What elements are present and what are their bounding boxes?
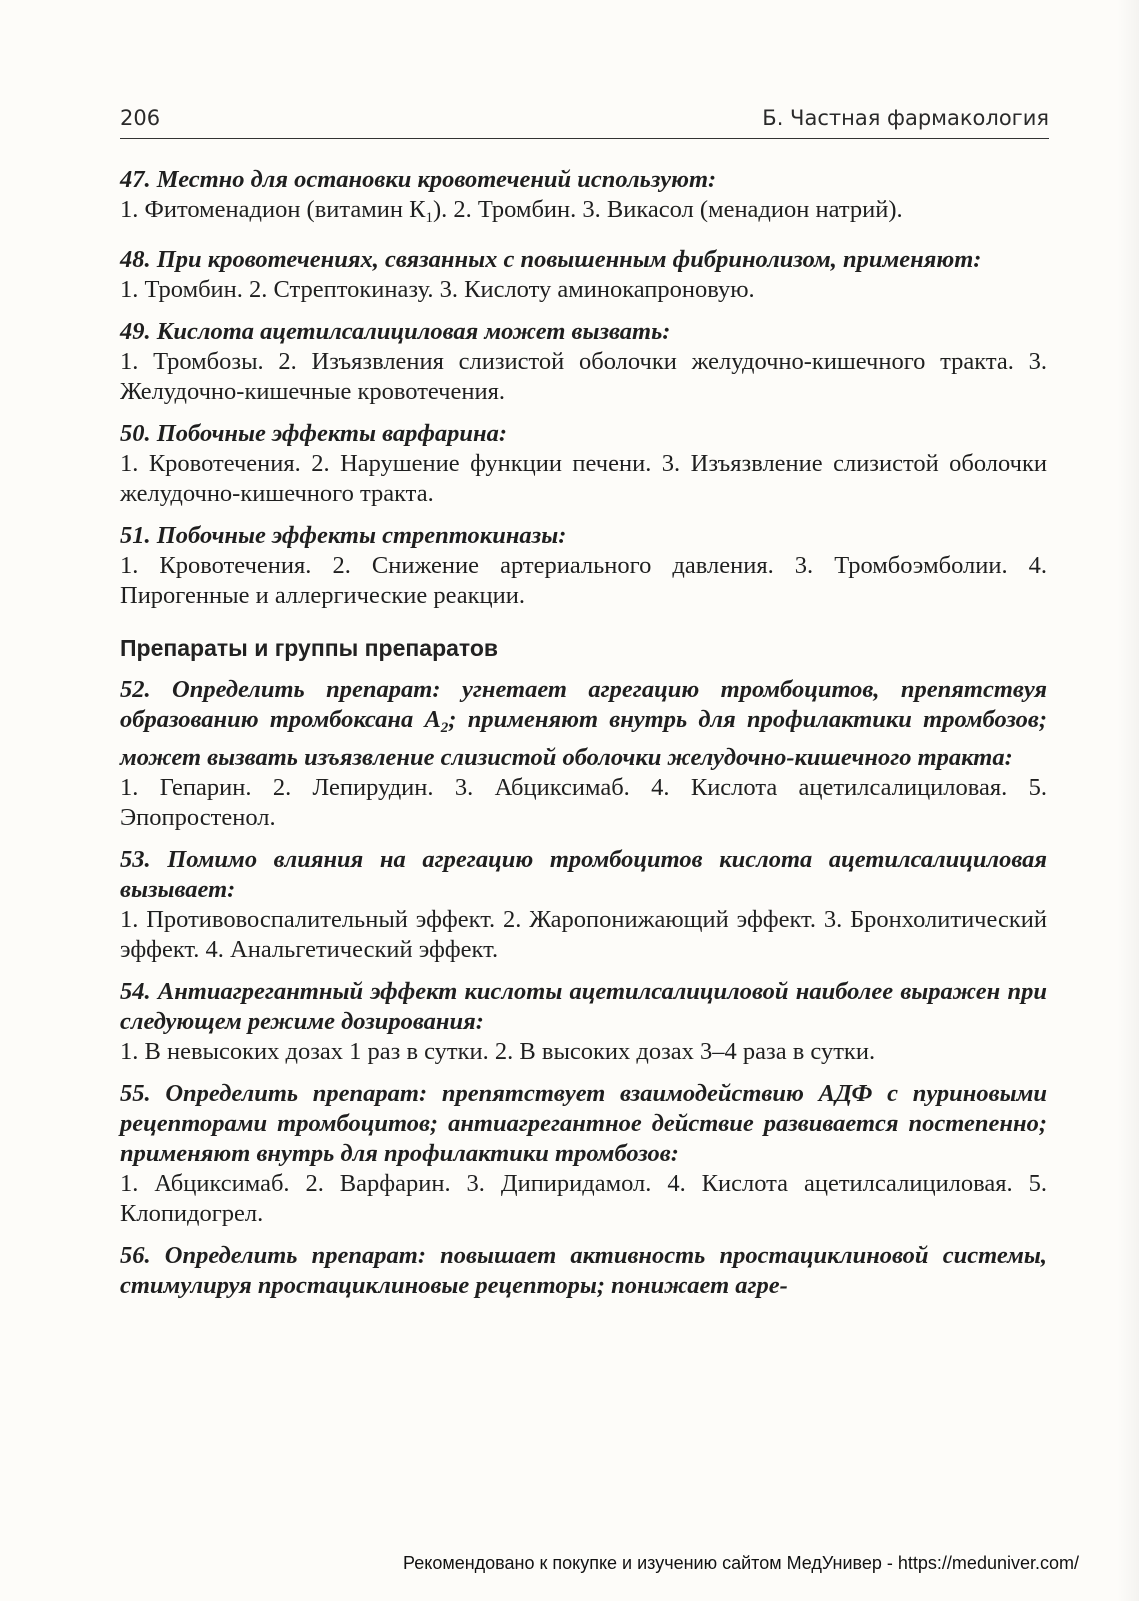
section-heading: Препараты и группы препаратов	[120, 635, 499, 661]
question-prompt: 48. При кровотечениях, связанных с повышенным фибринолизом, применяют:	[120, 246, 982, 273]
page-body	[120, 165, 1047, 1313]
question-51	[120, 521, 1047, 611]
question-50	[120, 419, 1047, 509]
question-prompt: 51. Побочные эффекты стрептокиназы:	[120, 522, 567, 549]
question-prompt: 53. Помимо влияния на агрегацию тромбоцитов кислота ацетилсалициловая вызывает:	[120, 846, 1047, 903]
answer-options: 1. В невысоких дозах 1 раз в сутки. 2. В высоких дозах 3–4 раза в сутки.	[120, 1038, 876, 1065]
question-55	[120, 1079, 1047, 1229]
answer-options: 1. Тромбин. 2. Стрептокиназу. 3. Кислоту аминокапроновую.	[120, 276, 755, 303]
page-edge-shadow	[1117, 0, 1139, 1601]
question-prompt: 47. Местно для остановки кровотечений используют:	[120, 166, 717, 193]
subscript: 2	[440, 720, 449, 736]
answer-options: 1. Кровотечения. 2. Снижение артериального давления. 3. Тромбоэмболии. 4. Пирогенные и аллергические реакции.	[120, 552, 1047, 609]
subscript: 1	[425, 210, 433, 226]
running-head-title: Б. Частная фармакология	[762, 106, 1049, 130]
question-49	[120, 317, 1047, 407]
question-prompt: 55. Определить препарат: препятствует взаимодействию АДФ с пуриновыми рецепторами тромбоцитов; антиагрегантное действие развивается постепенно; применяют внутрь для профилактики тромбозов:	[120, 1080, 1047, 1167]
question-prompt: 49. Кислота ацетилсалициловая может вызвать:	[120, 318, 671, 345]
question-53	[120, 845, 1047, 965]
prompt-text: 52. Определить препарат: угнетает агрегацию тромбоцитов, препятствуя образованию тромбоксана А	[120, 676, 1047, 733]
answer-options: 1. Кровотечения. 2. Нарушение функции печени. 3. Изъязвление слизистой оболочки желудочно-кишечного тракта.	[120, 450, 1047, 507]
question-prompt: 50. Побочные эффекты варфарина:	[120, 420, 508, 447]
answer-options: 1. Абциксимаб. 2. Варфарин. 3. Дипиридамол. 4. Кислота ацетилсалициловая. 5. Клопидогрел.	[120, 1170, 1047, 1227]
question-prompt: 56. Определить препарат: повышает активность простациклиновой системы, стимулируя простациклиновые рецепторы; понижает агре-	[120, 1242, 1047, 1299]
question-48	[120, 245, 1047, 305]
question-56	[120, 1241, 1047, 1301]
answer-text: 1. Фитоменадион (витамин К	[120, 196, 426, 223]
answer-options: 1. Гепарин. 2. Лепирудин. 3. Абциксимаб. 4. Кислота ацетилсалициловая. 5. Эпопростенол.	[120, 774, 1047, 831]
question-prompt	[120, 675, 1047, 773]
answer-text: ). 2. Тромбин. 3. Викасол (менадион натрий).	[432, 196, 903, 223]
answer-options: 1. Тромбозы. 2. Изъязвления слизистой оболочки желудочно-кишечного тракта. 3. Желудочно-кишечные кровотечения.	[120, 348, 1047, 405]
prompt-text: ; применяют внутрь для профилактики тромбозов; может вызвать изъязвление слизистой оболочки желудочно-кишечного тракта:	[120, 706, 1047, 771]
running-head	[120, 104, 1049, 139]
footer-note: Рекомендовано к покупке и изучению сайтом МедУнивер - https://meduniver.com/	[403, 1553, 1079, 1573]
question-47	[120, 165, 1047, 233]
page-number: 206	[120, 106, 161, 130]
question-prompt: 54. Антиагрегантный эффект кислоты ацетилсалициловой наиболее выражен при следующем режиме дозирования:	[120, 978, 1047, 1035]
question-52	[120, 675, 1047, 833]
answer-options: 1. Противовоспалительный эффект. 2. Жаропонижающий эффект. 3. Бронхолитический эффект. 4. Анальгетический эффект.	[120, 906, 1047, 963]
answer-options	[120, 195, 1047, 233]
question-54	[120, 977, 1047, 1067]
